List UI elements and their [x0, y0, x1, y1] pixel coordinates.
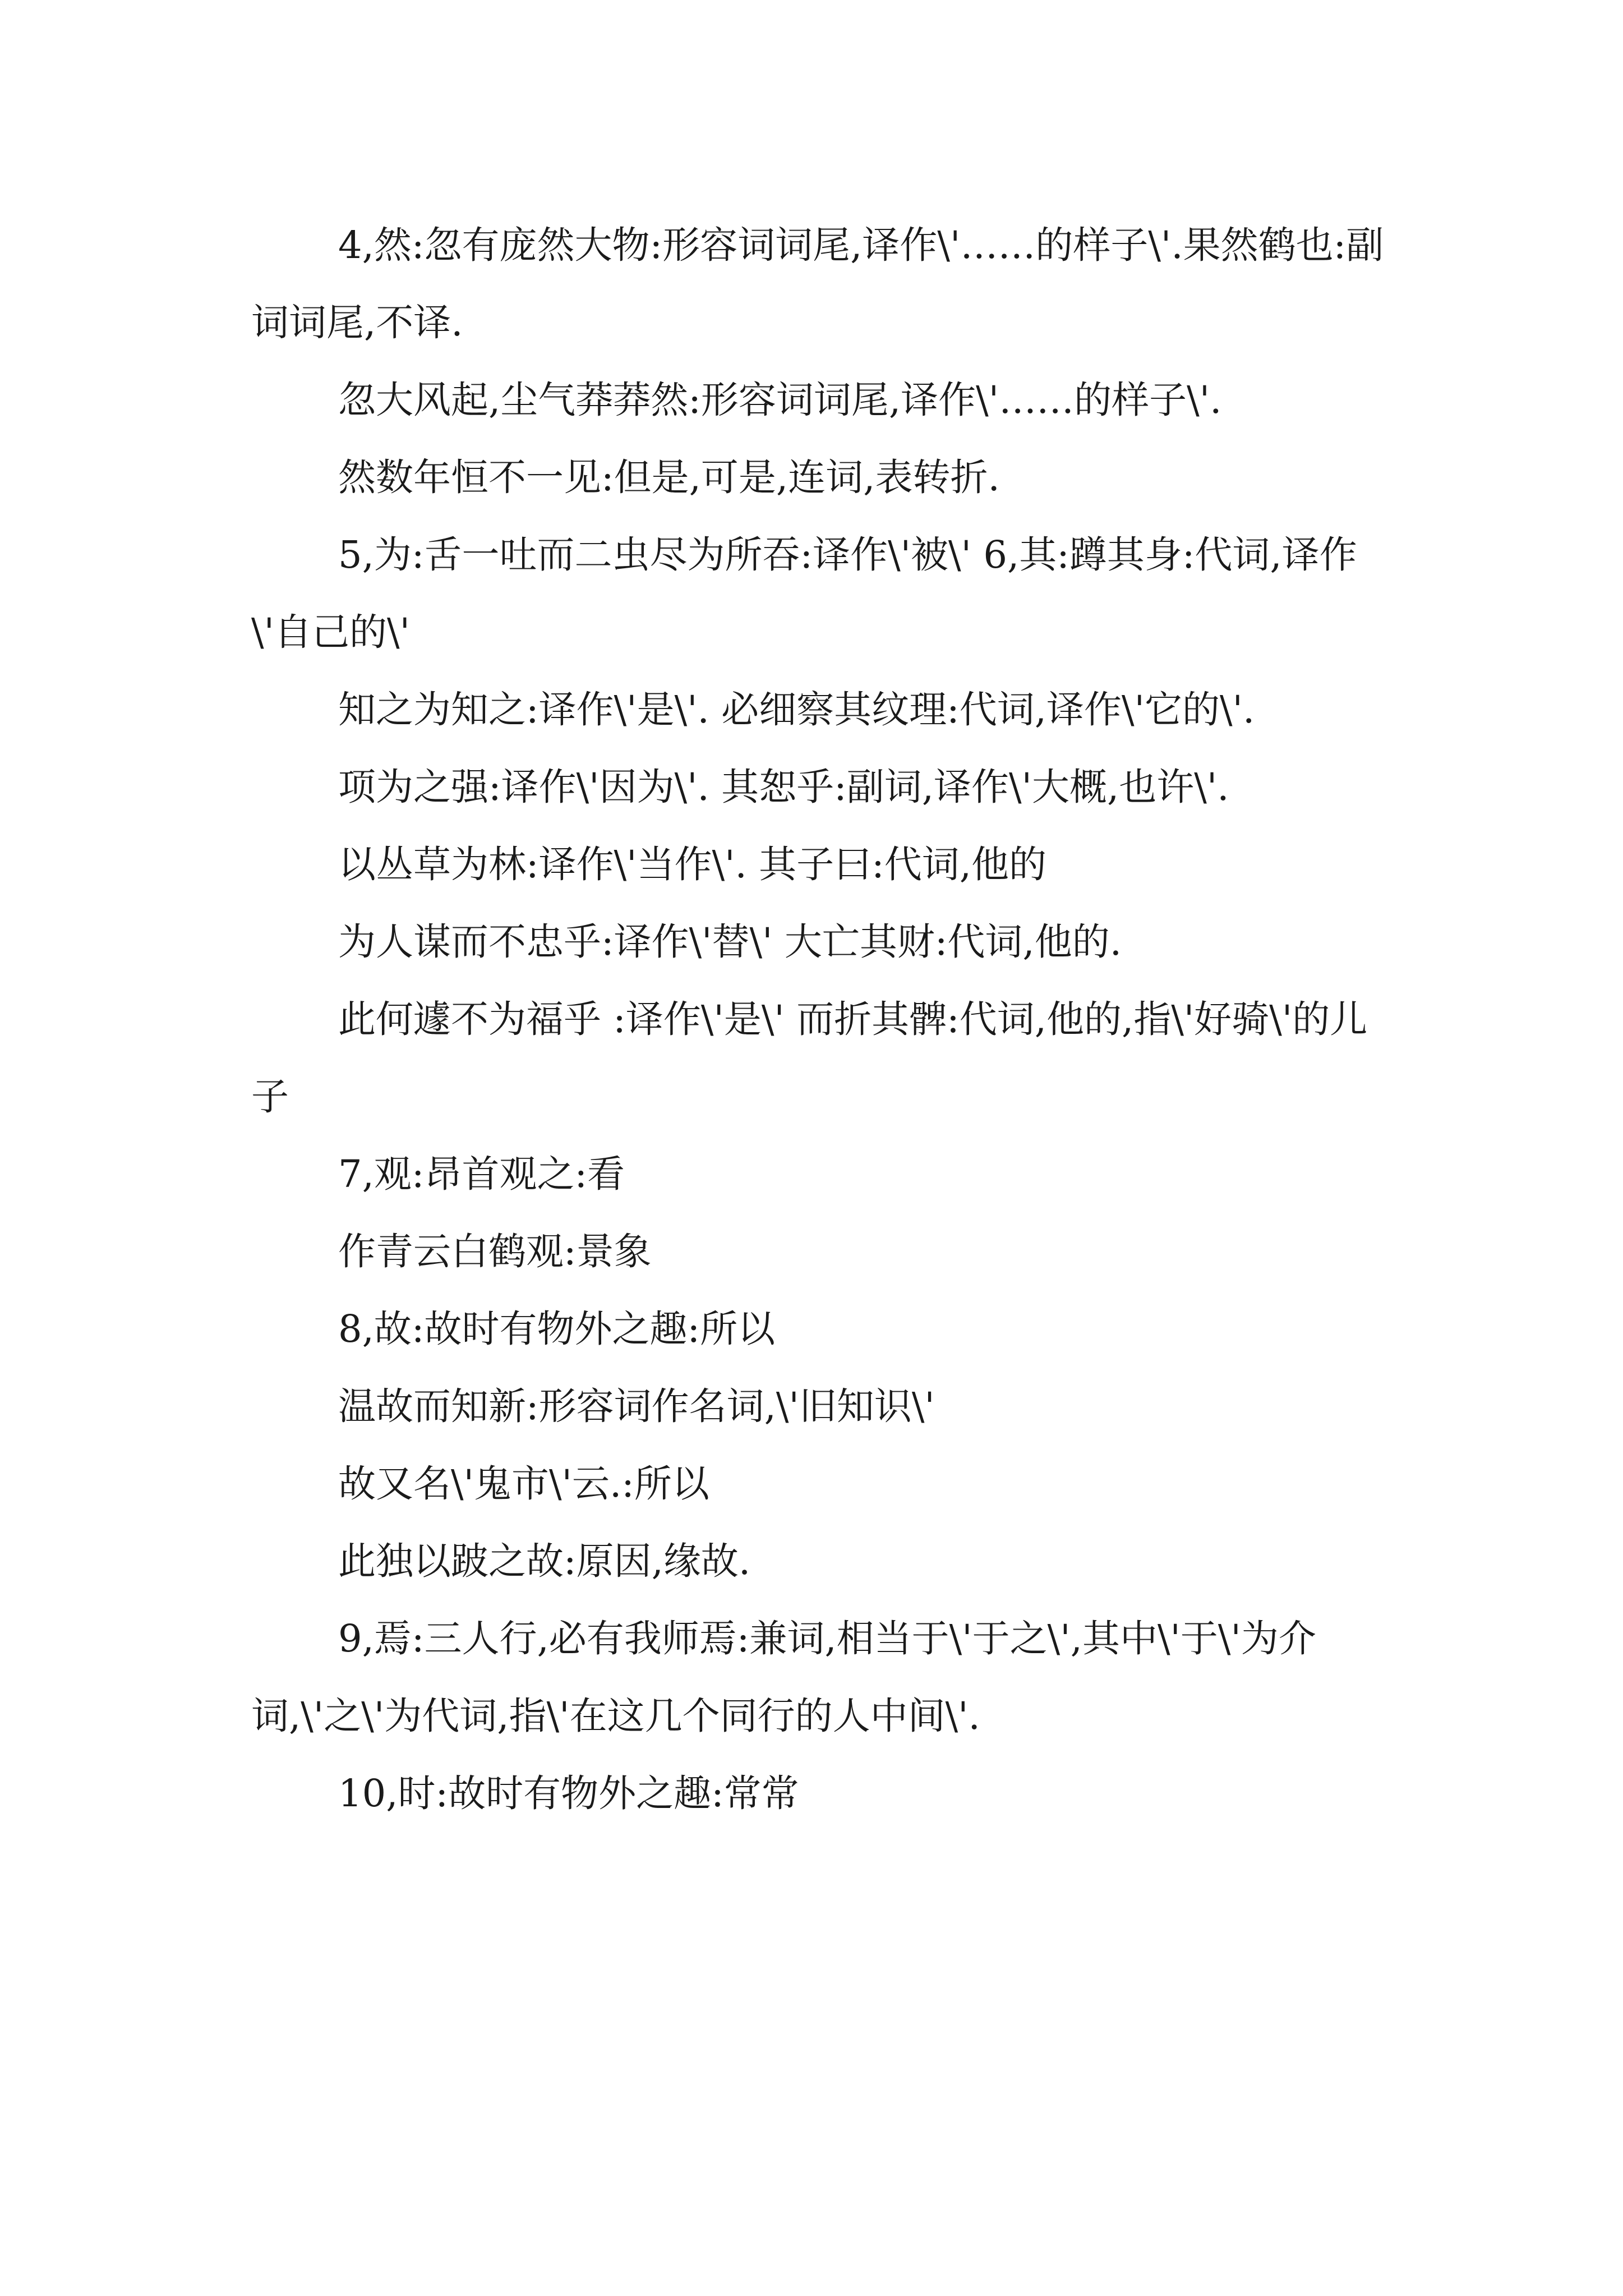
- paragraph-yan: 9,焉:三人行,必有我师焉:兼词,相当于\'于之\',其中\'于\'为介词,\'之\'为代词,指\'在这几个同行的人中间\'.: [251, 1617, 1316, 1738]
- paragraph-wei-2: 知之为知之:译作\'是\'. 必细察其纹理:代词,译作\'它的\'.: [338, 688, 1255, 731]
- paragraph-ran: 4,然:忽有庞然大物:形容词词尾,译作\'……的样子\'.果然鹤也:副词词尾,不译.: [251, 223, 1384, 344]
- paragraph-guan-2: 作青云白鹤观:景象: [338, 1230, 652, 1273]
- document-body: [251, 206, 1384, 1832]
- paragraph-gu-3: 故又名\'鬼市\'云.:所以: [338, 1462, 709, 1506]
- paragraph-wei-3: 项为之强:译作\'因为\'. 其恕乎:副词,译作\'大概,也许\'.: [338, 765, 1229, 809]
- paragraph-ran-2: 忽大风起,尘气莽莽然:形容词词尾,译作\'……的样子\'.: [338, 378, 1222, 422]
- paragraph-shi: 10,时:故时有物外之趣:常常: [338, 1772, 799, 1815]
- paragraph-wei-5: 为人谋而不忠乎:译作\'替\' 大亡其财:代词,他的.: [338, 920, 1122, 964]
- paragraph-ran-3: 然数年恒不一见:但是,可是,连词,表转折.: [338, 455, 1000, 499]
- paragraph-wei-4: 以丛草为林:译作\'当作\'. 其子曰:代词,他的: [338, 843, 1047, 886]
- paragraph-wei-6: 此何遽不为福乎 :译作\'是\' 而折其髀:代词,他的,指\'好骑\'的儿子: [251, 997, 1368, 1119]
- paragraph-guan: 7,观:昂首观之:看: [338, 1152, 625, 1196]
- paragraph-gu-2: 温故而知新:形容词作名词,\'旧知识\': [338, 1384, 935, 1428]
- paragraph-gu-4: 此独以跛之故:原因,缘故.: [338, 1539, 751, 1583]
- paragraph-wei-qi: 5,为:舌一吐而二虫尽为所吞:译作\'被\' 6,其:蹲其身:代词,译作\'自己的\': [251, 533, 1357, 654]
- paragraph-gu: 8,故:故时有物外之趣:所以: [338, 1307, 776, 1351]
